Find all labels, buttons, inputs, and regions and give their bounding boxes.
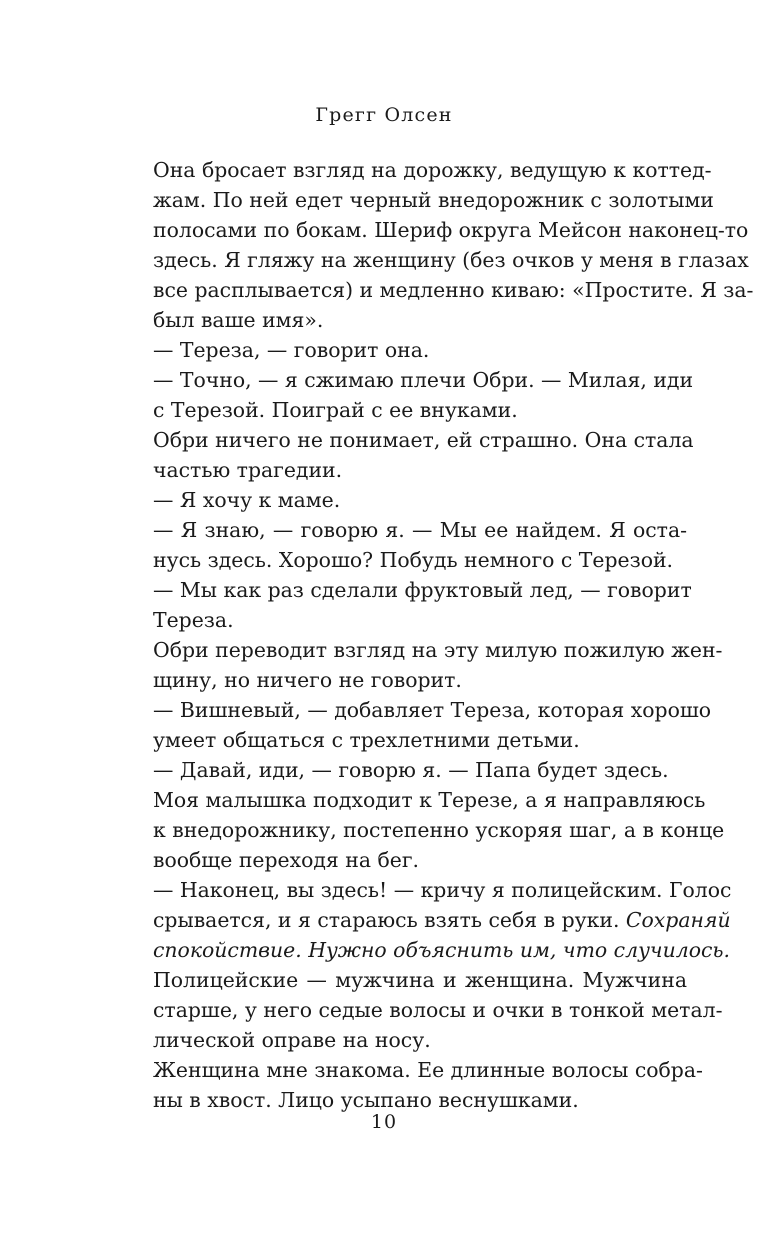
italic-text-line: спокойствие. Нужно объяснить им, что случилось. [153,938,730,962]
page-number: 10 [370,1111,398,1133]
text-line: нусь здесь. Хорошо? Побудь немного с Терезой. [153,548,674,572]
paragraph [119,755,687,785]
text-line: к внедорожнику, постепенно ускоряя шаг, а в конце [153,818,725,842]
paragraph [119,425,694,485]
text-line: старше, у него седые волосы и очки в тонкой метал- [153,998,723,1022]
text-line: — Мы как раз сделали фруктовый лед, — говорит [153,578,692,602]
paragraph [119,365,694,425]
paragraph [119,635,723,695]
paragraph [119,875,732,965]
text-line: Она бросает взгляд на дорожку, ведущую к коттед- [153,158,712,182]
text-line: — Давай, иди, — говорю я. — Папа будет здесь. [153,758,669,782]
paragraph [119,965,723,1055]
text-line: с Терезой. Поиграй с ее внуками. [153,398,518,422]
paragraph [119,1055,703,1115]
text-line: вообще переходя на бег. [153,848,420,872]
text-line: умеет общаться с трехлетними детьми. [153,728,580,752]
text-line: Тереза. [153,608,234,632]
text-line: — Точно, — я сжимаю плечи Обри. — Милая, иди [153,368,694,392]
paragraph [119,485,687,515]
text-line: полосами по бокам. Шериф округа Мейсон наконец-то [153,218,749,242]
text-line: — Тереза, — говорит она. [153,338,430,362]
body-text [119,155,754,1115]
text-line: Обри ничего не понимает, ей страшно. Она стала [153,428,694,452]
text-run: срывается, и я стараюсь взять себя в руки. [153,908,626,932]
text-line: здесь. Я гляжу на женщину (без очков у меня в глазах [153,248,749,272]
text-line: Женщина мне знакома. Ее длинные волосы собра- [153,1058,703,1082]
running-title: Грегг Олсен [315,104,453,126]
text-line: жам. По ней едет черный внедорожник с золотыми [153,188,714,212]
paragraph [119,785,725,875]
text-line: Моя малышка подходит к Терезе, а я направляюсь [153,788,706,812]
text-line: — Наконец, вы здесь! — кричу я полицейским. Голос [153,878,732,902]
paragraph [119,335,687,365]
text-line: все расплывается) и медленно киваю: «Простите. Я за- [153,278,754,302]
text-line: Обри переводит взгляд на эту милую пожилую жен- [153,638,723,662]
paragraph [119,155,754,335]
italic-text: Сохраняй [625,908,731,932]
text-line [119,905,731,935]
paragraph [119,515,687,575]
text-line: — Вишневый, — добавляет Тереза, которая хорошо [153,698,712,722]
text-line: лической оправе на носу. [153,1028,431,1052]
text-line: — Я хочу к маме. [153,488,341,512]
text-line: — Я знаю, — говорю я. — Мы ее найдем. Я оста- [153,518,687,542]
text-line: был ваше имя». [153,308,324,332]
text-line: частью трагедии. [153,458,343,482]
text-line: Полицейские — мужчина и женщина. Мужчина [153,968,687,992]
text-line: щину, но ничего не говорит. [153,668,462,692]
paragraph [119,575,692,635]
text-line: ны в хвост. Лицо усыпано веснушками. [153,1088,579,1112]
paragraph [119,695,712,755]
